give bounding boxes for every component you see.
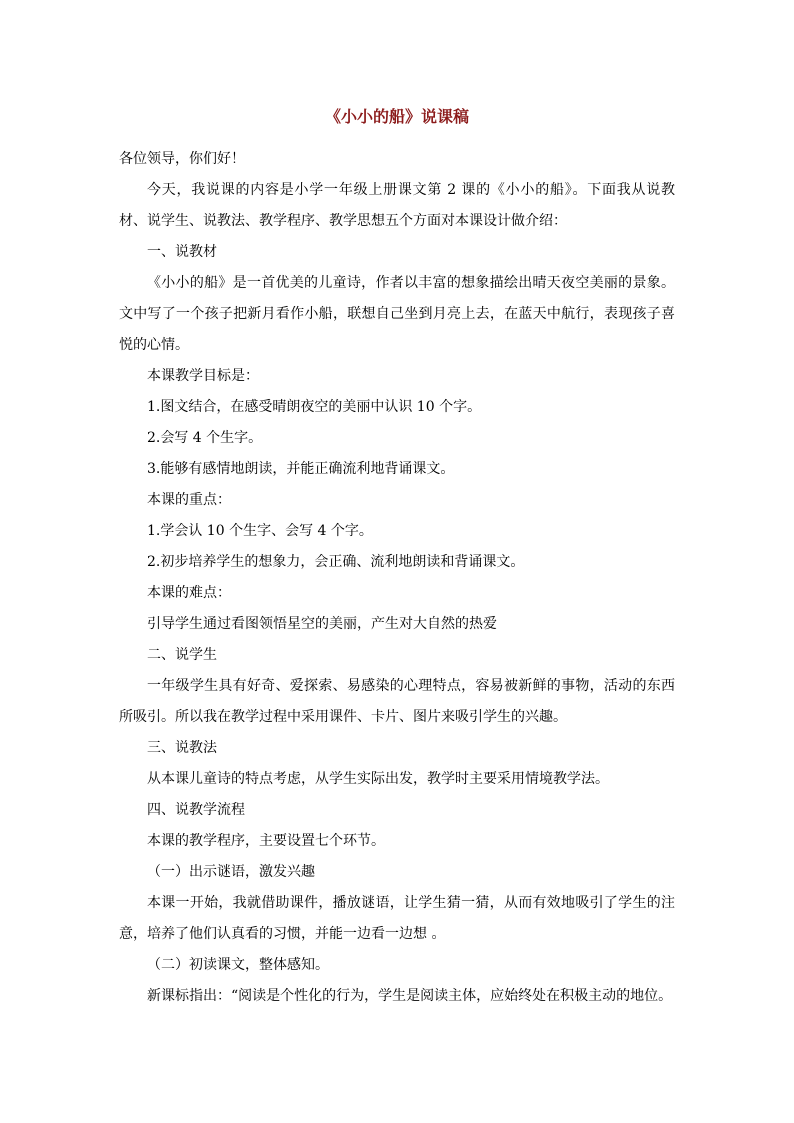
subheading-step-2: （二）初读课文，整体感知。	[147, 957, 329, 973]
subheading-goals: 本课教学目标是：	[147, 368, 259, 384]
heading-section-3: 三、说教法	[147, 740, 217, 756]
heading-section-4: 四、说教学流程	[147, 802, 245, 818]
subheading-step-1: （一）出示谜语，激发兴趣	[147, 864, 315, 880]
paragraph-difficulty: 引导学生通过看图领悟星空的美丽，产生对大自然的热爱	[147, 616, 497, 632]
paragraph-teaching-method: 从本课儿童诗的特点考虑，从学生实际出发，教学时主要采用情境教学法。	[147, 771, 609, 787]
subheading-key-points: 本课的重点：	[147, 492, 231, 508]
list-item-key-point-1: 1.学会认 10 个生字、会写 4 个字。	[147, 523, 373, 539]
list-item-goal-1: 1.图文结合，在感受晴朗夜空的美丽中认识 10 个字。	[147, 399, 482, 415]
paragraph-step-2: 新课标指出：“阅读是个性化的行为，学生是阅读主体，应始终处在积极主动的地位。	[147, 988, 673, 1004]
heading-section-1: 一、说教材	[147, 244, 217, 260]
subheading-difficulties: 本课的难点：	[147, 585, 231, 601]
document-body	[119, 144, 675, 1012]
list-item-key-point-2: 2.初步培养学生的想象力，会正确、流利地朗读和背诵课文。	[147, 554, 525, 570]
paragraph-step-1: 本课一开始，我就借助课件，播放谜语，让学生猜一猜，从而有效地吸引了学生的注意，培养了他们认真看的习惯，并能一边看一边想 。	[119, 895, 675, 942]
paragraph-procedure-overview: 本课的教学程序，主要设置七个环节。	[147, 833, 385, 849]
paragraph-students: 一年级学生具有好奇、爱探索、易感染的心理特点，容易被新鲜的事物，活动的东西所吸引。所以我在教学过程中采用课件、卡片、图片来吸引学生的兴趣。	[119, 678, 675, 725]
paragraph-intro: 今天，我说课的内容是小学一年级上册课文第 2 课的《小小的船》。下面我从说教材、说学生、说教法、教学程序、教学思想五个方面对本课设计做介绍：	[119, 182, 675, 229]
paragraph-greeting: 各位领导，你们好！	[119, 151, 245, 167]
heading-section-2: 二、说学生	[147, 647, 217, 663]
list-item-goal-2: 2.会写 4 个生字。	[147, 430, 263, 446]
document-title: 《小小的船》说课稿	[324, 107, 469, 126]
paragraph-textbook-description: 《小小的船》是一首优美的儿童诗，作者以丰富的想象描绘出晴天夜空美丽的景象。文中写了一个孩子把新月看作小船，联想自己坐到月亮上去，在蓝天中航行，表现孩子喜悦的心情。	[119, 275, 675, 353]
list-item-goal-3: 3.能够有感情地朗读，并能正确流利地背诵课文。	[147, 461, 455, 477]
